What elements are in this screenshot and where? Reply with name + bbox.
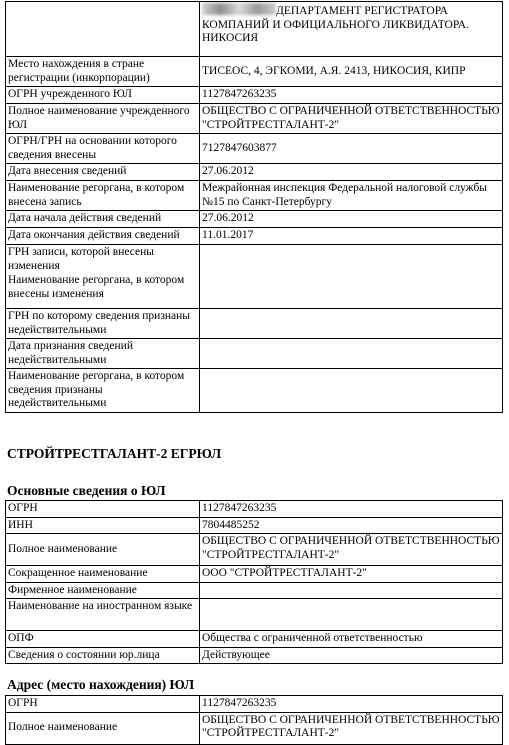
row-value: ОБЩЕСТВО С ОГРАНИЧЕННОЙ ОТВЕТСТВЕННОСТЬЮ "СТРОЙТРЕСТГАЛАНТ-2" [200,104,503,134]
row-label: Полное наименование [6,712,200,744]
row-label: ОГРН учрежденного ЮЛ [6,87,200,104]
row-value: 1127847263235 [200,87,503,104]
row-value: 7127847603877 [200,134,503,164]
row-label: Полное наименование [6,534,200,566]
row-label: Сведения о состоянии юр.лица [6,647,200,664]
table-row [6,211,503,228]
row-value [200,309,503,339]
table-row [6,87,503,104]
row-label: Наименование регоргана, в котором внесены изменения [8,274,185,300]
row-label: Полное наименование учрежденного ЮЛ [6,104,200,134]
row-label: Наименование регоргана, в котором сведения признаны недействительными [6,369,200,413]
table-row [6,696,503,713]
table-row [6,599,503,631]
row-label: Сокращенное наименование [6,566,200,583]
row-value: Общества с ограниченной ответственностью [200,631,503,648]
row-value: ОБЩЕСТВО С ОГРАНИЧЕННОЙ ОТВЕТСТВЕННОСТЬЮ "СТРОЙТРЕСТГАЛАНТ-2" [200,712,503,744]
row-label: Наименование на иностранном языке [6,599,200,631]
row-value: Действующее [200,647,503,664]
address-section-title: Адрес (место нахождения) ЮЛ [7,677,195,692]
row-label: ОГРН/ГРН на основании которого сведения внесены [6,134,200,164]
address-table [5,695,503,745]
table-row [6,2,503,57]
row-value: 1127847263235 [200,501,503,518]
table-row [6,309,503,339]
row-value: ТИСЕОС, 4, ЭГКОМИ, А.Я. 2413, НИКОСИЯ, КИПР [200,57,503,87]
table-row [6,631,503,648]
row-label: Наименование регоргана, в котором внесена запись [6,181,200,211]
table-row [6,501,503,518]
row-label: ОПФ [6,631,200,648]
table-row [6,534,503,566]
row-label: Дата окончания действия сведений [6,228,200,245]
row-value: 27.06.2012 [200,164,503,181]
row-label: Дата начала действия сведений [6,211,200,228]
row-label: Дата внесения сведений [6,164,200,181]
table-row [6,228,503,245]
row-label: ГРН записи, которой внесены изменения [8,246,154,272]
row-label: ГРН по которому сведения признаны недействительными [6,309,200,339]
row-value [200,245,503,309]
table-row [6,181,503,211]
row-value: ДЕПАРТАМЕНТ РЕГИСТРАТОРА КОМПАНИЙ И ОФИЦИАЛЬНОГО ЛИКВИДАТОРА. НИКОСИЯ [200,2,503,57]
redacted-text [202,3,276,15]
row-value [200,339,503,369]
row-value: ОБЩЕСТВО С ОГРАНИЧЕННОЙ ОТВЕТСТВЕННОСТЬЮ "СТРОЙТРЕСТГАЛАНТ-2" [200,534,503,566]
table-row [6,104,503,134]
table-row [6,647,503,664]
table-row [6,566,503,583]
row-value: 27.06.2012 [200,211,503,228]
row-label: ОГРН [6,501,200,518]
row-value [200,599,503,631]
row-label: Место нахождения в стране регистрации (инкорпорации) [6,57,200,87]
table-row [6,339,503,369]
table-row [6,164,503,181]
row-value: ООО "СТРОЙТРЕСТГАЛАНТ-2" [200,566,503,583]
row-value [200,369,503,413]
top-record-table [5,1,503,413]
row-label: ОГРН [6,696,200,713]
row-value: 11.01.2017 [200,228,503,245]
table-row [6,712,503,744]
row-label-group [6,245,200,309]
row-value: 7804485252 [200,517,503,534]
table-row [6,57,503,87]
table-row [6,582,503,599]
company-heading: СТРОЙТРЕСТГАЛАНТ-2 ЕГРЮЛ [7,446,222,461]
basic-info-table [5,500,503,664]
row-label: Фирменное наименование [6,582,200,599]
row-value: 1127847263235 [200,696,503,713]
row-label [6,2,200,57]
row-label: ИНН [6,517,200,534]
row-label: Дата признания сведений недействительными [6,339,200,369]
table-row [6,134,503,164]
table-row [6,517,503,534]
basic-section-title: Основные сведения о ЮЛ [7,483,166,498]
table-row [6,369,503,413]
row-value: Межрайонная инспекция Федеральной налоговой службы №15 по Санкт-Петербургу [200,181,503,211]
row-value [200,582,503,599]
table-row [6,245,503,309]
